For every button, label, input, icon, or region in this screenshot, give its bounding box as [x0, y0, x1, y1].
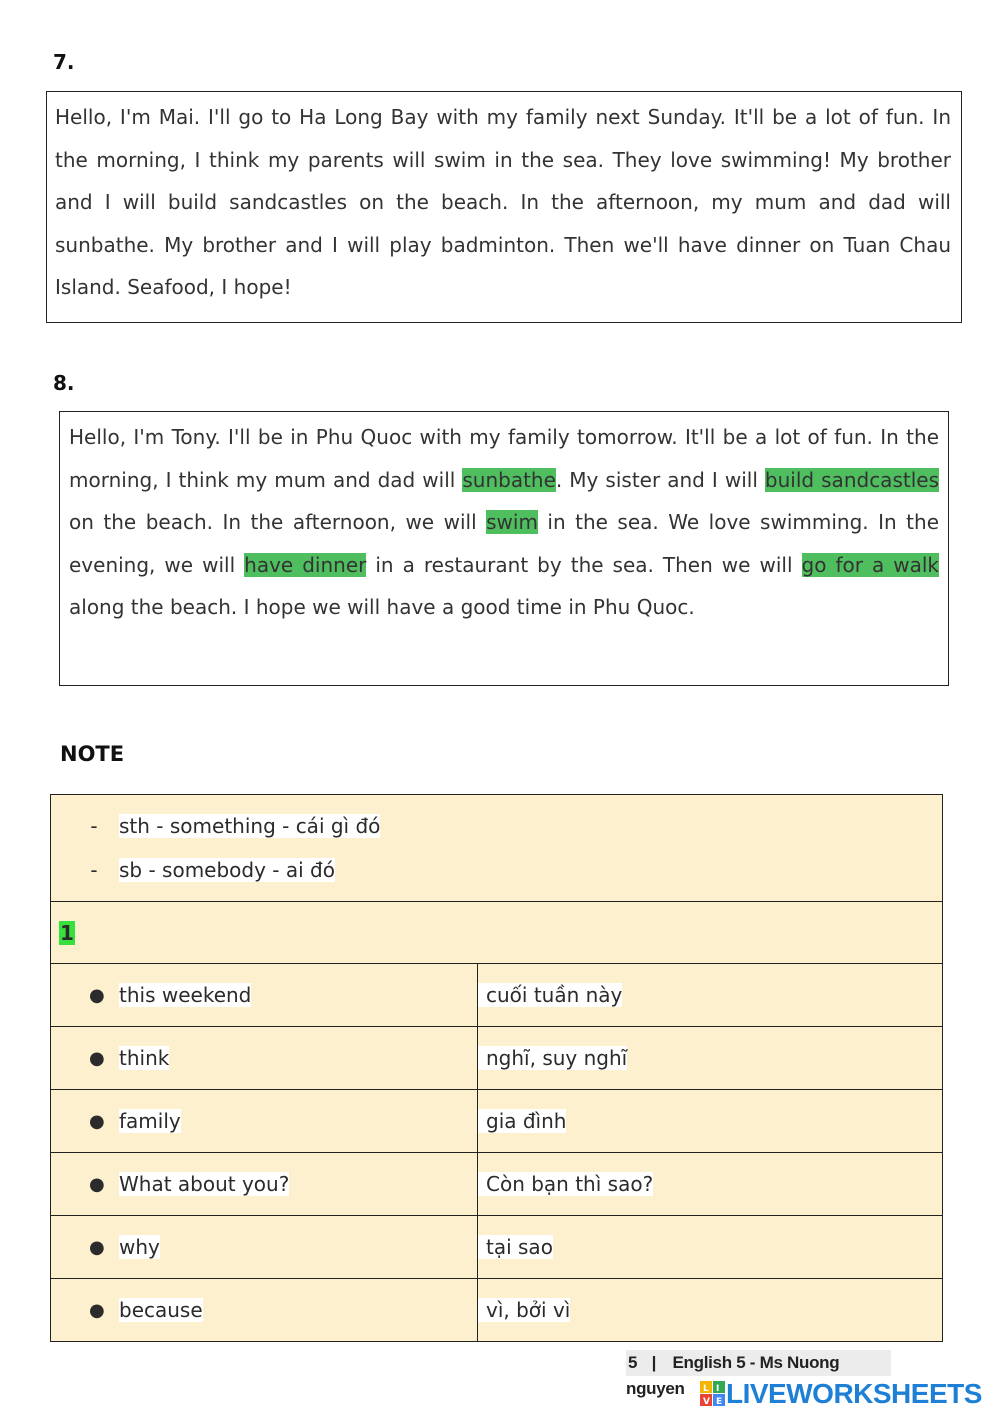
- page-footer: [626, 1350, 891, 1398]
- passage-8-text-4: in the sea. We love swimming. In the evening, we will: [69, 510, 940, 577]
- answer-sunbathe[interactable]: sunbathe: [462, 467, 556, 492]
- bullet-icon: ●: [89, 1236, 105, 1258]
- vocab-row: [51, 1027, 943, 1090]
- vocab-row: [51, 1279, 943, 1342]
- abbreviation-sth: sth - something - cái gì đó: [119, 814, 381, 838]
- footer-separator: |: [651, 1353, 657, 1372]
- vocab-row: [51, 964, 943, 1027]
- reading-passage-8: [59, 411, 949, 686]
- answer-have-dinner[interactable]: have dinner: [244, 552, 367, 577]
- liveworksheets-wordmark: LIVEWORKSHEETS: [726, 1378, 982, 1409]
- vocab-meaning: gia đình: [478, 1109, 566, 1133]
- logo-letter: V: [703, 1397, 710, 1407]
- vocab-term: What about you?: [119, 1172, 290, 1196]
- vocab-term: think: [119, 1046, 170, 1070]
- passage-7-text: Hello, I'm Mai. I'll go to Ha Long Bay with my family next Sunday. It'll be a lot of fun. In the morning, I think my parents will swim in the sea. They love swimming! My brother and I will build sandcastles on the beach. In the afternoon, my mum and dad will sunbathe. My brother and I will play badminton. Then we'll have dinner on Tuan Chau Island. Seafood, I hope!: [55, 105, 951, 299]
- liveworksheets-logo-icon: [700, 1381, 726, 1407]
- logo-letter: E: [716, 1397, 723, 1407]
- bullet-icon: ●: [89, 984, 105, 1006]
- bullet-icon: ●: [89, 1047, 105, 1069]
- passage-8-text-6: along the beach. I hope we will have a good time in Phu Quoc.: [69, 595, 695, 619]
- abbreviation-cell: [51, 795, 943, 902]
- dash-marker: -: [90, 814, 98, 838]
- passage-8-text-1: Hello, I'm Tony. I'll be in Phu Quoc with my family tomorrow. It'll be a lot of fun. In the morning, I think my mum and dad will: [69, 425, 939, 492]
- passage-8-text-3: on the beach. In the afternoon, we will: [69, 510, 487, 534]
- abbreviation-line: [51, 804, 942, 848]
- vocab-meaning: cuối tuần này: [478, 983, 622, 1007]
- vocab-term: because: [119, 1298, 203, 1322]
- liveworksheets-logo[interactable]: [700, 1377, 982, 1411]
- vocab-row: [51, 1153, 943, 1216]
- vocab-term: why: [119, 1235, 160, 1259]
- vocab-meaning: nghĩ, suy nghĩ: [478, 1046, 627, 1070]
- logo-letter: I: [716, 1384, 720, 1394]
- abbreviation-sb: sb - somebody - ai đó: [119, 858, 335, 882]
- passage-8-text-5: in a restaurant by the sea. Then we will: [366, 552, 802, 577]
- answer-build-sandcastles[interactable]: build sandcastles: [764, 467, 939, 492]
- note-title: NOTE: [60, 742, 125, 766]
- reading-passage-7: [46, 91, 962, 323]
- vocab-term: family: [119, 1109, 181, 1133]
- vocab-meaning: Còn bạn thì sao?: [478, 1172, 653, 1196]
- answer-go-for-a-walk[interactable]: go for a walk: [801, 552, 939, 577]
- question-number-8: 8.: [53, 371, 75, 395]
- answer-swim[interactable]: swim: [486, 510, 538, 534]
- bullet-icon: ●: [89, 1173, 105, 1195]
- vocab-term: this weekend: [119, 983, 252, 1007]
- vocab-meaning: vì, bởi vì: [478, 1298, 570, 1322]
- note-table: [50, 794, 943, 1342]
- logo-letter: L: [703, 1384, 709, 1394]
- dash-marker: -: [90, 858, 98, 882]
- passage-8-text-2: . My sister and I will: [555, 467, 765, 492]
- abbreviation-line: [51, 848, 942, 892]
- vocab-meaning: tại sao: [478, 1235, 553, 1259]
- page-number: 5: [628, 1353, 638, 1372]
- vocab-row: [51, 1090, 943, 1153]
- bullet-icon: ●: [89, 1299, 105, 1321]
- question-number-7: 7.: [53, 50, 75, 74]
- section-number-badge: 1: [60, 920, 74, 945]
- section-number-cell: [51, 902, 943, 964]
- bullet-icon: ●: [89, 1110, 105, 1132]
- course-name: English 5 - Ms Nuong nguyen: [626, 1353, 840, 1398]
- vocab-row: [51, 1216, 943, 1279]
